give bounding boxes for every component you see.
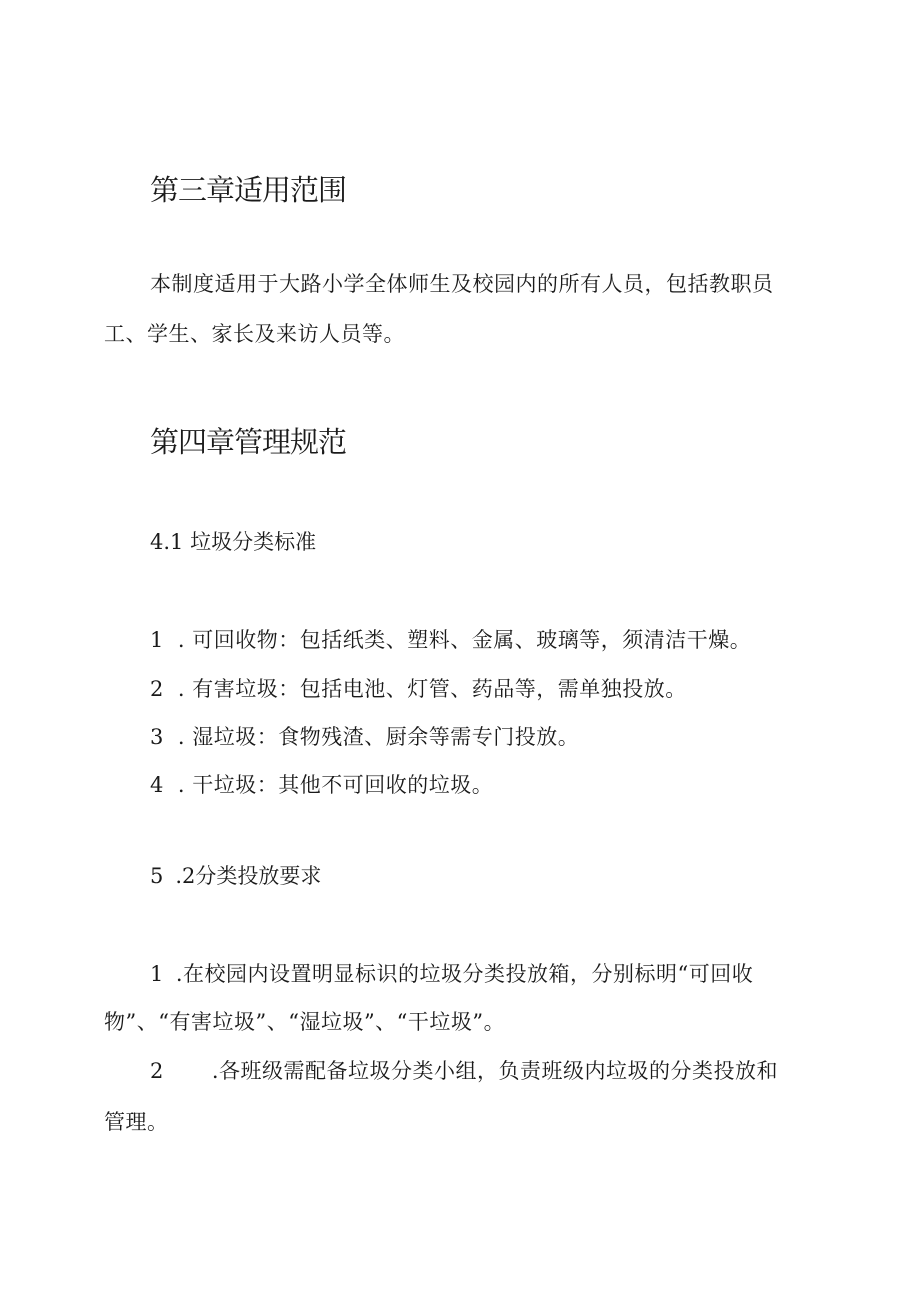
- list-item-text: . 可回收物：包括纸类、塑料、金属、玻璃等，须清洁干燥。: [177, 628, 752, 652]
- chapter3-title: 第三章适用范围: [150, 173, 347, 207]
- list-item-number: 4: [150, 773, 164, 797]
- list-item-number: 1: [150, 962, 164, 986]
- list-item-number: 3: [150, 725, 164, 749]
- list-item: [150, 673, 687, 703]
- section-4-2-label: [150, 860, 321, 890]
- chapter3-paragraph-line2: 工、学生、家长及来访人员等。: [104, 322, 405, 346]
- list-item: [150, 1055, 778, 1085]
- list-item-text: . 湿垃圾：食物残渣、厨余等需专门投放。: [177, 725, 580, 749]
- list-item: [150, 624, 751, 654]
- list-item-text: . 干垃圾：其他不可回收的垃圾。: [177, 773, 494, 797]
- list-item-continuation: 管理。: [104, 1110, 169, 1134]
- section-label-text: .2分类投放要求: [175, 864, 322, 888]
- list-item: [150, 721, 579, 751]
- list-item-number: 2: [150, 677, 164, 701]
- section-4-1-label: 4.1 垃圾分类标准: [150, 530, 317, 554]
- section-number: 5: [150, 864, 164, 888]
- list-item: [150, 769, 493, 799]
- list-item-text: .各班级需配备垃圾分类小组，负责班级内垃圾的分类投放和: [211, 1059, 779, 1083]
- list-item-text: .在校园内设置明显标识的垃圾分类投放箱，分别标明“可回收: [175, 962, 754, 986]
- list-item: [150, 958, 753, 988]
- chapter3-paragraph-line1: 本制度适用于大路小学全体师生及校园内的所有人员，包括教职员: [150, 272, 774, 296]
- chapter4-title: 第四章管理规范: [150, 425, 347, 459]
- list-item-number: 1: [150, 628, 164, 652]
- list-item-text: . 有害垃圾：包括电池、灯管、药品等，需单独投放。: [177, 677, 687, 701]
- list-item-number: 2: [150, 1059, 164, 1083]
- list-item-continuation: 物”、“有害垃圾”、“湿垃圾”、“干垃圾”。: [104, 1010, 506, 1034]
